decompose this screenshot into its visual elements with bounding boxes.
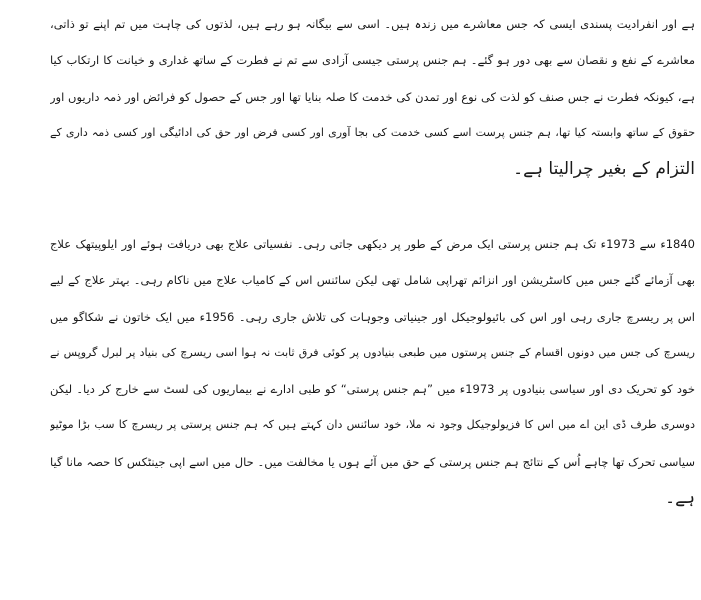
text-line: سیاسی تحرک تھا چاہے اُس کے نتائج ہم جنس پرستی کے حق میں آئے ہوں یا مخالفت میں۔ حال میں اسے اپی جینٹکس کا حصہ مانا گیا — [50, 454, 695, 469]
text-line: ہے، کیونکہ فطرت نے جس صنف کو لذت کی نوع اور تمدن کی خدمت کا صلہ بنایا تھا اور جس کے حصول کو فرائض اور ذمہ داریوں اور — [50, 89, 695, 104]
text-line: اس پر ریسرچ جاری رہی اور اس کی بائیولوجیکل اور جینیاتی وجوہات کی تلاش جاری رہی۔ 1956ء میں ایک خاتون نے شکاگو میں — [50, 309, 695, 324]
paragraph-1 — [50, 6, 695, 187]
text-line: حقوق کے ساتھ وابستہ کیا تھا، ہم جنس پرست اسے کسی خدمت کی بجا آوری اور کسی فرض اور حق کی ادائیگی اور کسی ذمہ داری کے — [50, 125, 695, 139]
text-line: ریسرچ کی جس میں دونوں اقسام کے جنس پرستوں میں طبعی بنیادوں پر کوئی فرق ثابت نہ ہوا اسی ریسرچ کی بنیاد پر لبرل گروپس نے — [50, 345, 695, 359]
text-line: ہے۔ — [665, 488, 695, 509]
text-line: خود کو تحریک دی اور سیاسی بنیادوں پر 1973ء میں ”ہم جنس پرستی“ کو طبی ادارے نے بیماریوں کی لسٹ سے خارج کر دیا۔ لیکن — [50, 382, 695, 397]
text-line: ہے اور انفرادیت پسندی ایسی کہ جس معاشرے میں زندہ ہیں۔ اسی سے بیگانہ ہو رہے ہیں، لذتوں کی چاہت میں تم اپنے تو ذاتی، — [50, 17, 695, 31]
text-line: معاشرے کے نفع و نقصان سے بھی دور ہو گئے۔ ہم جنس پرستی جیسی آزادی سے تم نے فطرت کے ساتھ غداری و خیانت کا ارتکاب کیا — [50, 53, 695, 68]
text-line: دوسری طرف ڈی این اے میں اس کا فزیولوجیکل وجود نہ ملا، خود سائنس دان کہتے ہیں کہ ہم جنس پرستی پر ریسرچ کا سب بڑا موٹیو — [50, 418, 695, 432]
paragraph-2 — [50, 226, 695, 516]
text-line: التزام کے بغیر چرالیتا ہے۔ — [513, 159, 695, 180]
text-line: 1840ء سے 1973ء تک ہم جنس پرستی ایک مرض کے طور پر دیکھی جاتی رہی۔ نفسیاتی علاج بھی دریافت ہوئے اور ایلوپیتھک علاج — [50, 237, 695, 251]
text-line: بھی آزمائے گئے جس میں کاسٹریشن اور انزائم تھراپی شامل تھی لیکن سائنس اس کے کامیاب علاج میں ناکام رہی۔ بہتر علاج کے لیے — [50, 273, 695, 288]
